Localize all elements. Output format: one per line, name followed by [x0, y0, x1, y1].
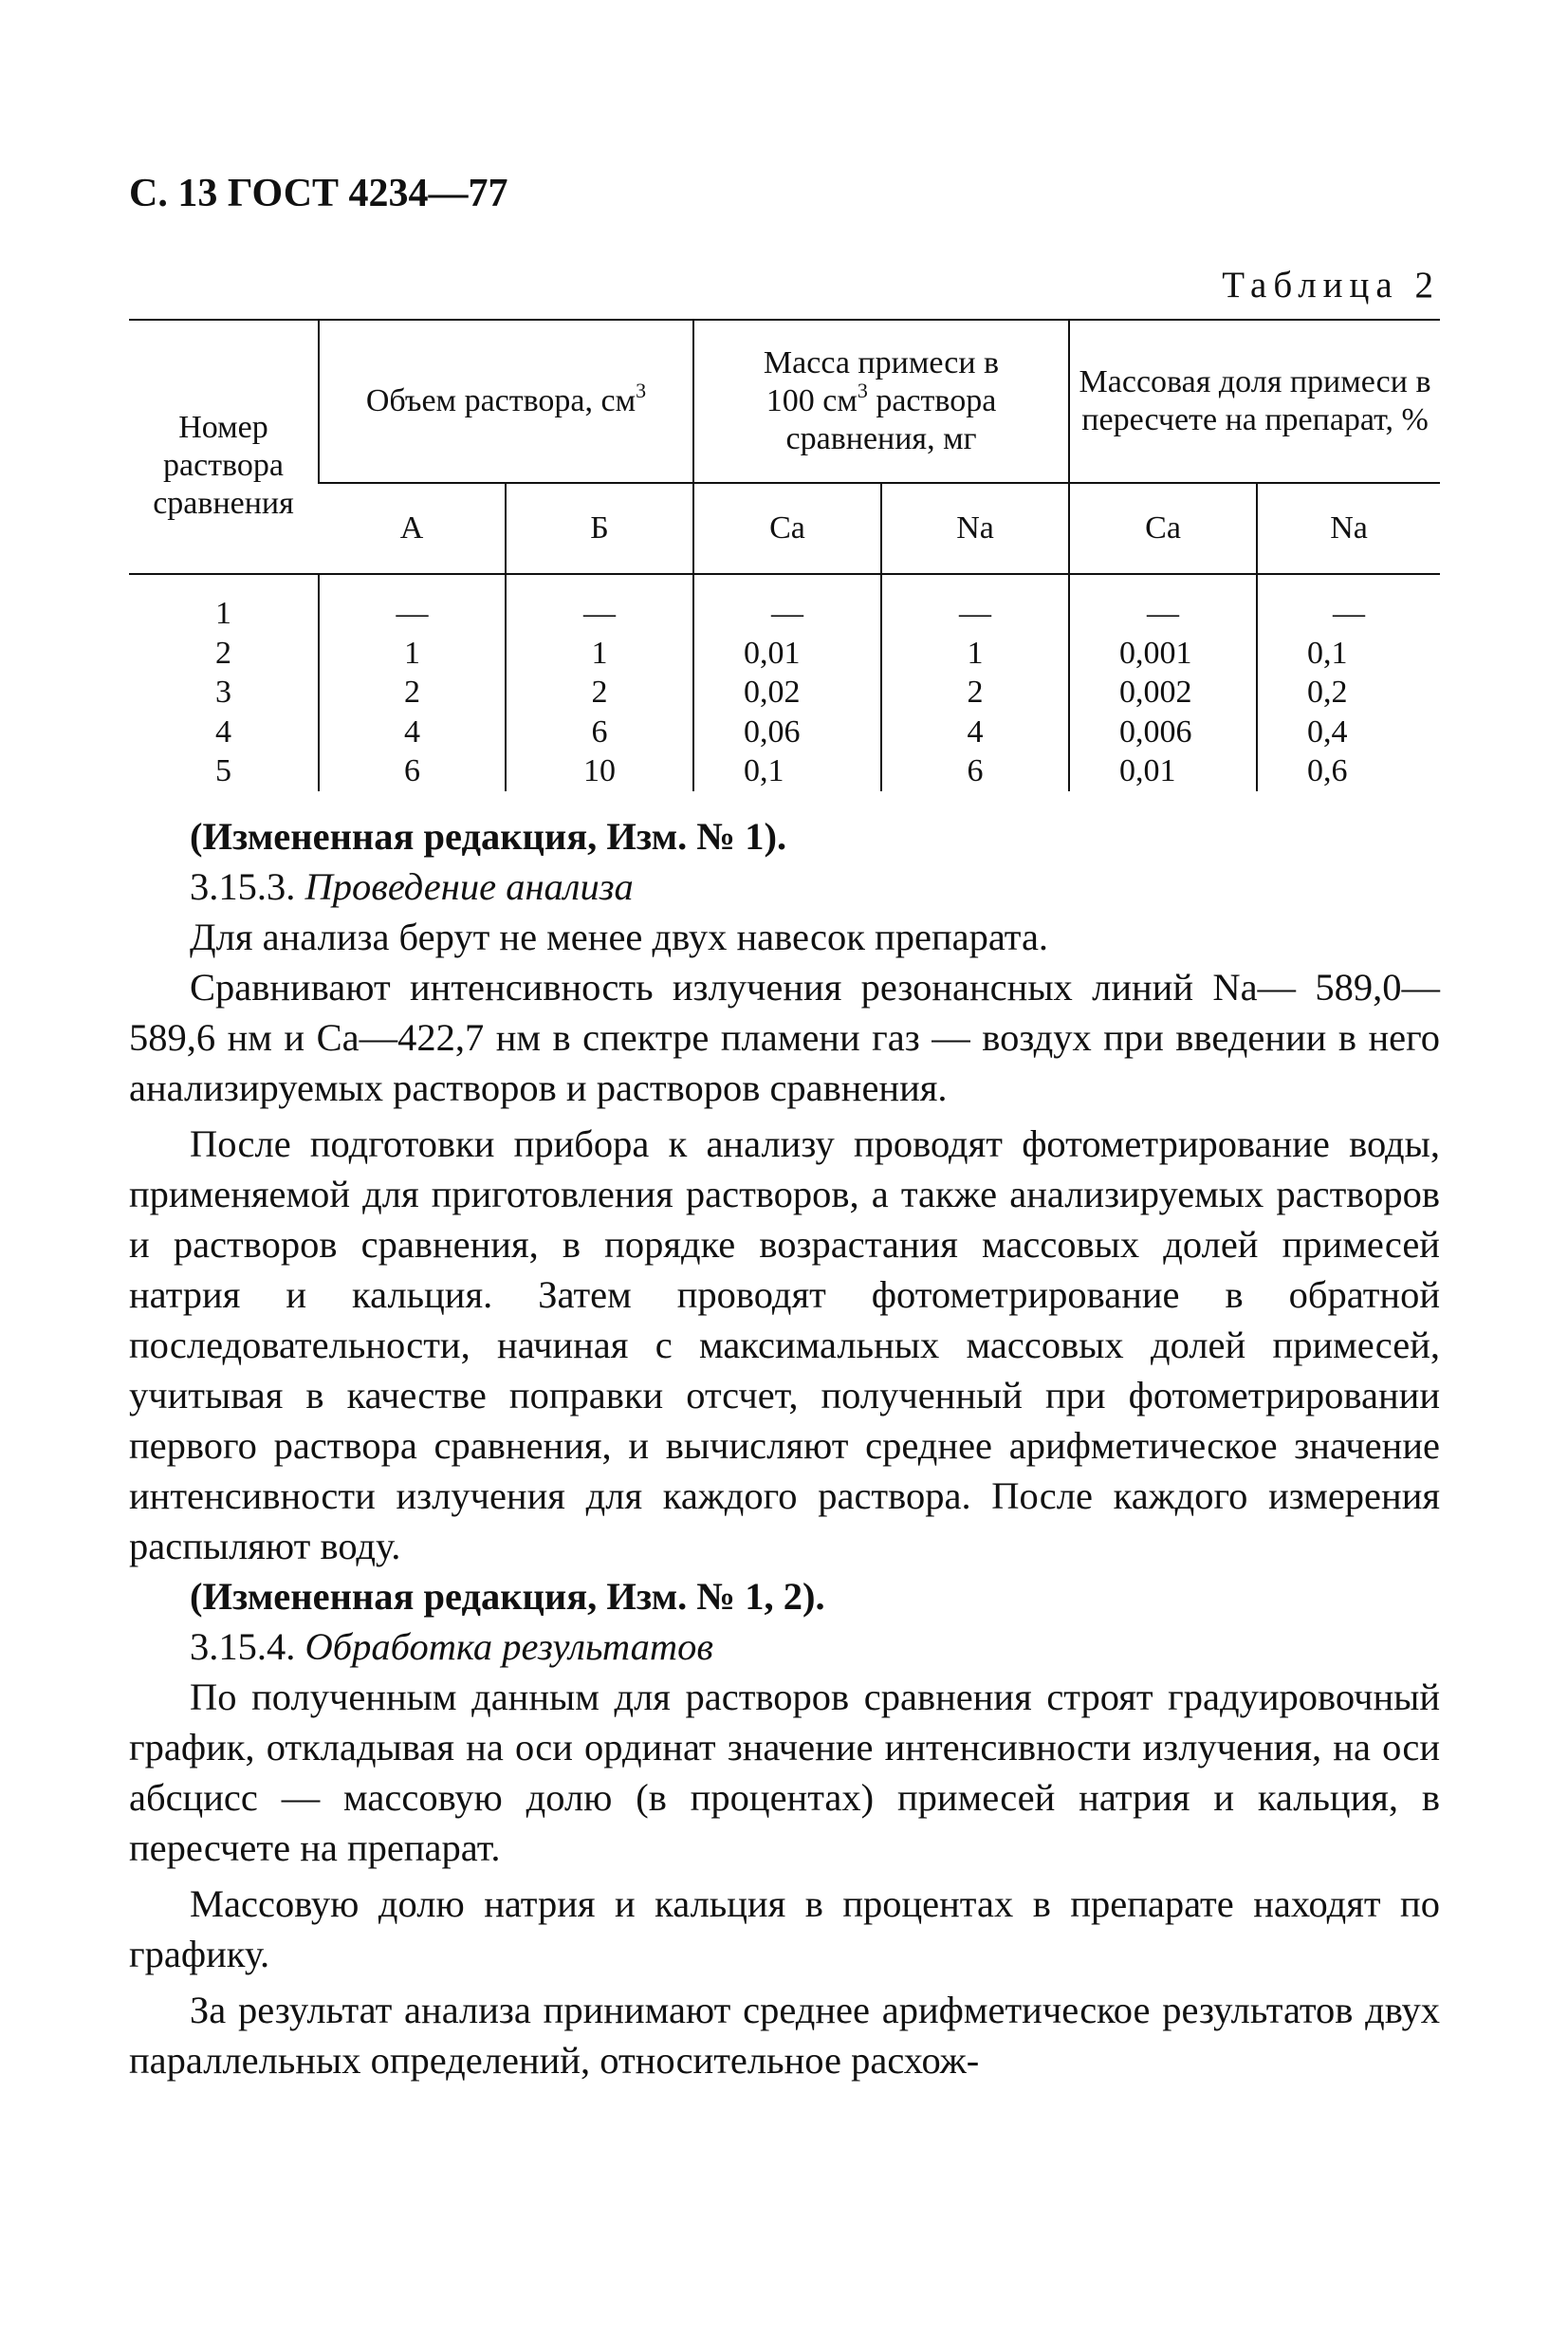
table-cell: 0,006 — [1069, 713, 1257, 752]
paragraph: Сравнивают интенсивность излучения резонансных линий Na— 589,0—589,6 нм и Ca—422,7 нм в спектре пламени газ — воздух при введении в него анализируемых растворов и растворов сравнения. — [129, 966, 1440, 1109]
table-row — [129, 634, 1440, 674]
table-cell: — — [1069, 574, 1257, 634]
table-cell: — — [1257, 574, 1440, 634]
section-heading-3-15-4: 3.15.4. Обработка результатов — [190, 1625, 713, 1668]
table-cell: 2 — [215, 635, 231, 671]
subheader-fraction-na: Na — [1257, 483, 1440, 574]
table-cell: 3 — [215, 675, 231, 710]
table-cell: 0,001 — [1069, 634, 1257, 674]
table-cell: 1 — [881, 634, 1069, 674]
table-cell: — — [693, 574, 881, 634]
header-impurity-mass: Масса примеси в 100 $см^3$ раствора сравнения, мг — [693, 320, 1069, 483]
table-cell: 2 — [319, 673, 506, 713]
subheader-fraction-ca: Ca — [1069, 483, 1257, 574]
table-cell: 0,2 — [1257, 673, 1440, 713]
table-cell: 2 — [881, 673, 1069, 713]
paragraph: После подготовки прибора к анализу проводят фотометрирование воды, применяемой для приготовления растворов, а также анализируемых растворов и растворов сравнения, в порядке возрастания массовых долей примесей натрия и кальция. Затем проводят фотометрирование в обратной последовательности, начиная с максимальных массовых долей примесей, учитывая в качестве поправки отсчет, полученный при фотометрировании первого раствора сравнения, и вычисляют среднее арифметическое значение интенсивности излучения для каждого раствора. После каждого измерения распыляют воду. — [129, 1122, 1440, 1567]
table-cell: 6 — [506, 713, 693, 752]
section-heading-3-15-3: 3.15.3. Проведение анализа — [190, 865, 634, 908]
header-mass-fraction: Массовая доля примеси в пересчете на препарат, % — [1069, 320, 1440, 483]
table-cell: 6 — [881, 751, 1069, 791]
table-caption: Таблица 2 — [1222, 265, 1440, 306]
table-cell: — — [319, 574, 506, 634]
table-cell: 5 — [215, 753, 231, 788]
subheader-a: А — [319, 483, 506, 574]
paragraph: Массовую долю натрия и кальция в процентах в препарате находят по графику. — [129, 1882, 1440, 1975]
table-row — [129, 574, 1440, 634]
page-header: С. 13 ГОСТ 4234—77 — [129, 172, 508, 215]
table-cell: 1 — [506, 634, 693, 674]
paragraph: По полученным данным для растворов сравнения строят градуировочный график, откладывая на оси ординат значение интенсивности излучения, на оси абсцисс — массовую долю (в процентах) примесей натрия и кальция, в пересчете на препарат. — [129, 1676, 1440, 1869]
header-solution-number: Номер раствора сравнения — [129, 320, 319, 574]
subheader-mass-na: Na — [881, 483, 1069, 574]
table-cell: 1 — [319, 634, 506, 674]
table-cell: 4 — [215, 713, 231, 750]
table-cell: 0,1 — [693, 751, 881, 791]
header-volume: Объем раствора, $см^3$ — [319, 320, 693, 483]
table-cell: 0,02 — [693, 673, 881, 713]
table-cell: 0,01 — [1069, 751, 1257, 791]
subheader-b: Б — [506, 483, 693, 574]
table-cell: 0,1 — [1257, 634, 1440, 674]
amendment-note: (Измененная редакция, Изм. № 1). — [190, 815, 787, 858]
table-cell: 4 — [881, 713, 1069, 752]
table-row — [129, 713, 1440, 752]
amendment-note: (Измененная редакция, Изм. № 1, 2). — [190, 1575, 825, 1618]
document-body — [129, 811, 1440, 2085]
table-cell: 0,01 — [693, 634, 881, 674]
table-cell: 6 — [319, 751, 506, 791]
table-cell: 0,002 — [1069, 673, 1257, 713]
paragraph: За результат анализа принимают среднее арифметическое результатов двух параллельных определений, относительное расхож- — [129, 1989, 1440, 2082]
comparison-solutions-table — [129, 319, 1440, 791]
table-cell: 10 — [506, 751, 693, 791]
table-cell: 0,6 — [1257, 751, 1440, 791]
table-cell: 0,06 — [693, 713, 881, 752]
table-cell: 4 — [319, 713, 506, 752]
table-cell: — — [506, 574, 693, 634]
table-cell: 0,4 — [1257, 713, 1440, 752]
table-cell: — — [881, 574, 1069, 634]
paragraph: Для анализа берут не менее двух навесок препарата. — [190, 916, 1049, 958]
table-cell: 1 — [215, 596, 231, 631]
table-cell: 2 — [506, 673, 693, 713]
table-row — [129, 673, 1440, 713]
table-row — [129, 751, 1440, 791]
subheader-mass-ca: Ca — [693, 483, 881, 574]
